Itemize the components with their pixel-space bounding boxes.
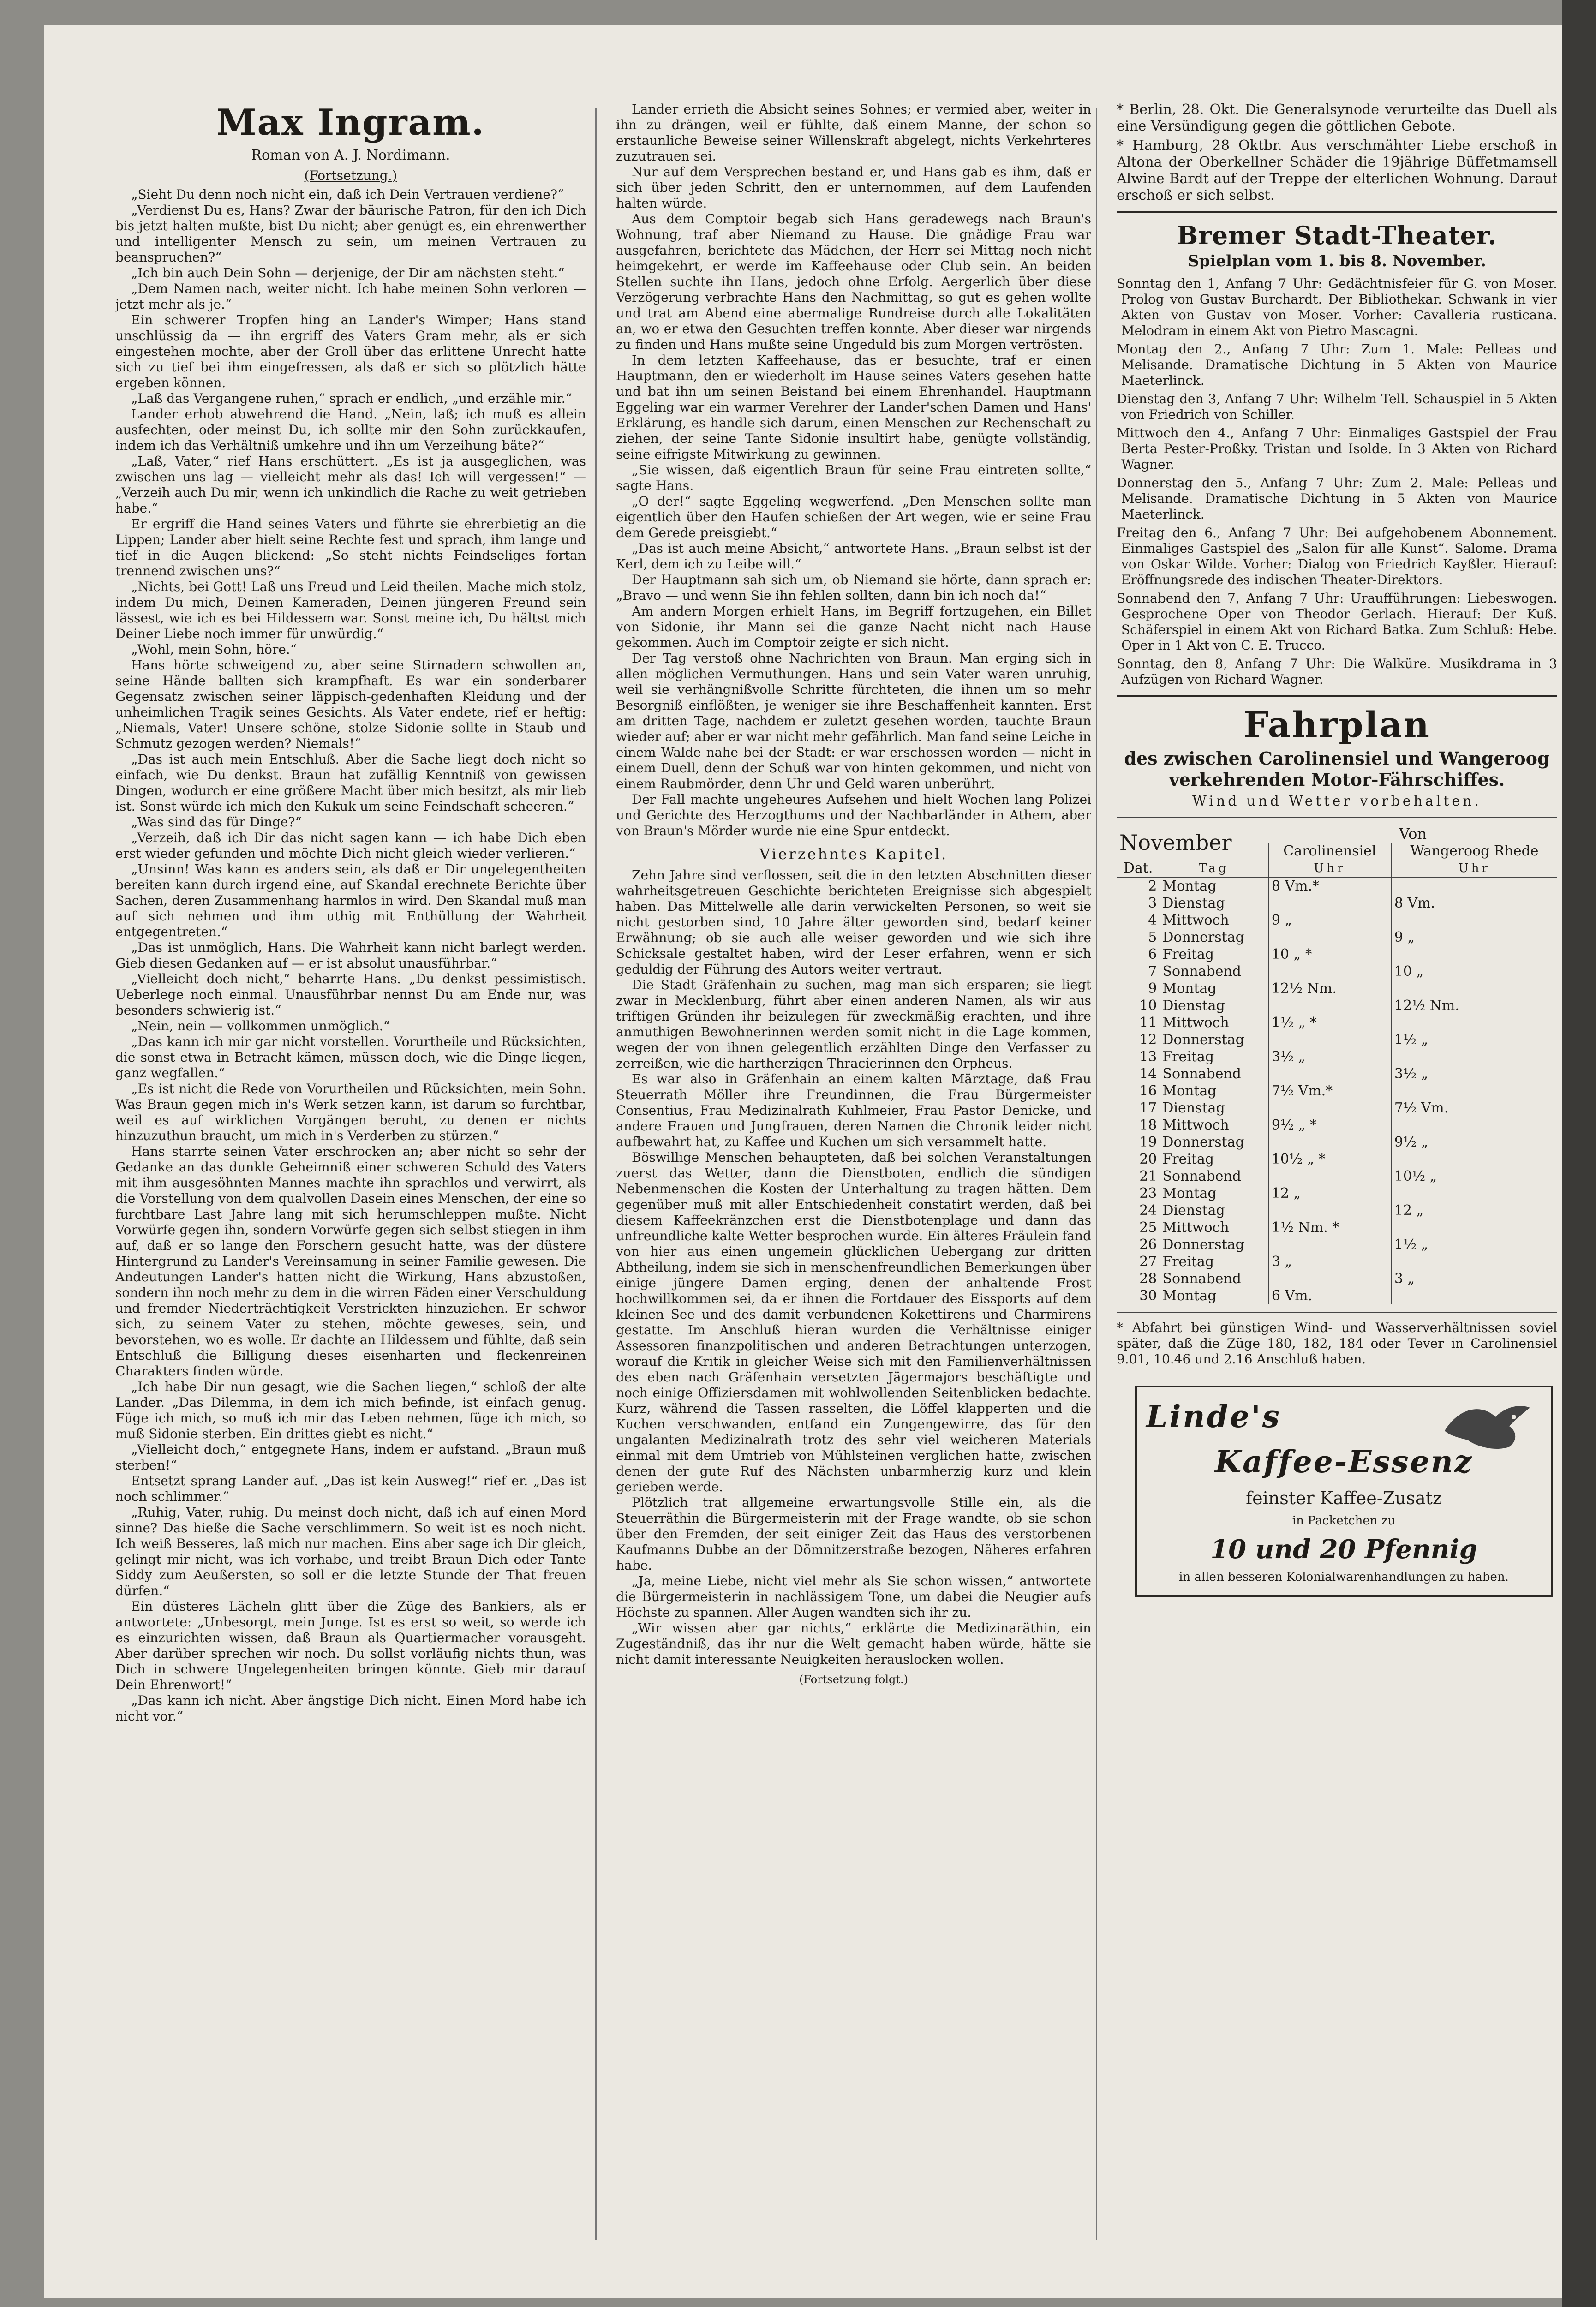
paragraph: „Dem Namen nach, weiter nicht. Ich habe meinen Sohn verloren — jetzt mehr als je.“ [115,281,586,312]
paragraph: „Was sind das für Dinge?“ [131,814,302,830]
day-cell: Freitag [1162,1254,1214,1270]
wangeroog-time [1391,1185,1557,1202]
day-cell: Montag [1162,1083,1217,1099]
carolinensiel-time: 12 „ [1268,1185,1391,1202]
col-date: Dat. [1117,860,1160,877]
wangeroog-time: 8 Vm. [1391,895,1557,912]
paragraph: „Nein, nein — vollkommen unmöglich.“ [131,1018,390,1034]
day-cell: Mittwoch [1162,1219,1229,1236]
stores-text: in allen besseren Kolonialwarenhandlungen zu haben. [1179,1570,1509,1584]
column-rule-1 [595,108,597,2240]
day-cell: Freitag [1162,946,1214,962]
carolinensiel-time: 1½ „ * [1268,1014,1391,1031]
carolinensiel-time: 12½ Nm. [1268,980,1391,997]
paragraph: „Nichts, bei Gott! Laß uns Freud und Leid theilen. Mache mich stolz, indem Du mich, Deinen Kameraden, Deinen jüngeren Freund sein lässest, wie ich es bei Hildessem war. Sonst meine ich, Du hältst mich Deiner Liebe noch immer für unwürdig.“ [115,579,586,641]
story-subtitle: Roman von A. J. Nordimann. [251,147,450,163]
wangeroog-time [1391,1082,1557,1100]
theater-entry: Mittwoch den 4., Anfang 7 Uhr: Einmaliges Gastspiel der Frau Berta Pester-Proßky. Tristan und Isolde. In 3 Akten von Richard Wagner. [1117,425,1557,472]
paragraph: „Verdienst Du es, Hans? Zwar der bäurische Patron, für den ich Dich bis jetzt halten mußte, bist Du nicht; aber genügt es, ein ehrenwerther und intelligenter Mensch zu sein, um meinen Vertrauen zu beanspruchen?“ [115,203,586,265]
date-cell: 4 [1148,912,1157,928]
date-cell: 30 [1139,1288,1157,1304]
wangeroog-time: 1½ „ [1391,1031,1557,1048]
paragraph: Der Tag verstoß ohne Nachrichten von Braun. Man erging sich in allen möglichen Vermuthungen. Hans und sein Vater waren unruhig, weil sie verhängnißvolle Schritte fürchteten, die ihnen um so mehr Besorgniß einflößten, je weniger sie ihre Beschaffenheit kannten. Erst am dritten Tage, nachdem er zuletzt gesehen worden, tauchte Braun wieder auf; aber er war nicht mehr gefährlich. Man fand seine Leiche in einem Walde nahe bei der Stadt: er war erschossen worden — nicht in einem Duell, denn der Schuß war von hinten gekommen, und nicht von einem Raubmörder, denn Uhr und Geld waren unberührt. [616,651,1091,791]
wangeroog-time [1391,1014,1557,1031]
story-title: Max Ingram. [216,102,485,143]
paragraph: Lander erhob abwehrend die Hand. „Nein, laß; ich muß es allein ausfechten, oder meinst Du, ich sollte mir den Sohn zurückkaufen, indem ich das Verhältniß umkehre und ihn um Verzeihung bäte?“ [115,406,586,453]
carolinensiel-time [1268,1270,1391,1287]
day-cell: Montag [1162,1185,1217,1201]
day-cell: Mittwoch [1162,1117,1229,1133]
story-continuation: (Fortsetzung.) [304,168,397,183]
table-row [1117,1151,1557,1168]
table-row [1117,912,1557,929]
carolinensiel-time [1268,1065,1391,1082]
carolinensiel-time: 1½ Nm. * [1268,1219,1391,1236]
port-carolinensiel: Carolinensiel [1268,843,1391,860]
paragraph: In dem letzten Kaffeehause, das er besuchte, traf er einen Hauptmann, den er wiederholt im Hause seines Vaters gesehen hatte und bat ihn um seinen Beistand bei einem Ehrenhandel. Hauptmann Eggeling war ein warmer Verehrer der Lander'schen Damen und Hans' Erklärung, es handle sich darum, einen Menschen zur Rechenschaft zu ziehen, der seine Tante Sidonie insultirt habe, genügte vollständig, seine eifrigste Mitwirkung zu gewinnen. [616,353,1091,462]
coffee-advertisement [1135,1386,1553,1597]
wangeroog-time: 3 „ [1391,1270,1557,1287]
paragraph: „Laß das Vergangene ruhen,“ sprach er endlich, „und erzähle mir.“ [131,391,572,406]
carolinensiel-time: 9 „ [1268,912,1391,929]
timetable-rows [1117,877,1557,1304]
day-cell: Freitag [1162,1049,1214,1065]
port-wangeroog: Wangeroog Rhede [1391,843,1557,860]
carolinensiel-time: 8 Vm.* [1268,877,1391,895]
paragraph: „Verzeih, daß ich Dir das nicht sagen kann — ich habe Dich eben erst wieder gefunden und möchte Dich nicht gleich wieder verlieren.“ [115,830,586,861]
paragraph: „Ja, meine Liebe, nicht viel mehr als Sie schon wissen,“ antwortete die Bürgermeisterin in nachlässigem Tone, um dabei die Neugier aufs Höchste zu spannen. Aller Augen wandten sich ihr zu. [616,1573,1091,1620]
wangeroog-time: 10 „ [1391,963,1557,980]
wangeroog-time [1391,877,1557,895]
day-cell: Donnerstag [1162,1237,1244,1253]
carolinensiel-time [1268,1100,1391,1117]
column-rule-2 [1096,108,1097,2240]
carolinensiel-time: 10 „ * [1268,946,1391,963]
table-row [1117,1065,1557,1082]
table-row [1117,980,1557,997]
date-cell: 26 [1139,1237,1157,1253]
carolinensiel-time [1268,895,1391,912]
product-tagline: feinster Kaffee-Zusatz [1246,1488,1442,1508]
wangeroog-time: 7½ Vm. [1391,1100,1557,1117]
date-cell: 19 [1139,1134,1157,1150]
date-cell: 7 [1148,963,1157,980]
paragraph: Hans starrte seinen Vater erschrocken an; aber nicht so sehr der Gedanke an das dunkle Geheimniß einer schweren Schuld des Vaters mit ihm ausgesöhnten Mannes machte ihn sprachlos und verwirrt, als die Vorstellung von dem qualvollen Dasein eines Menschen, der eine so furchtbare Last Jahre lang mit sich herumschleppen mußte. Nicht Vorwürfe gegen ihn, sondern Vorwürfe gegen sich selbst stiegen in ihm auf, daß er so lange den Forschern gesucht hatte, was der düstere Hintergrund zu Lander's Vereinsamung in seiner Familie gewesen. Die Andeutungen Lander's hatten nicht die Wirkung, Hans abzustoßen, sondern ihn noch mehr zu dem in die wirren Fäden einer Verschuldung und fremder Niederträchtigkeit Verstrickten hinzuziehen. Er schwor sich, zu seinem Vater zu stehen, möchte geweses, sein, und bevorstehen, wo es wolle. Er dachte an Hildessem und fühlte, daß sein Entschluß die Billigung dieses eisenharten und fleckenreinen Charakters finden würde. [115,1144,586,1379]
date-cell: 20 [1139,1151,1157,1167]
paragraph: „Vielleicht doch nicht,“ beharrte Hans. „Du denkst pessimistisch. Ueberlege noch einmal. Unausführbar nennst Du am Ende nur, was besonders schwierig ist.“ [115,971,586,1018]
table-row [1117,1236,1557,1253]
col-time-1: Uhr [1268,860,1391,877]
date-cell: 5 [1148,929,1157,945]
date-cell: 25 [1139,1219,1157,1236]
date-cell: 24 [1139,1202,1157,1219]
continued-note: (Fortsetzung folgt.) [799,1673,908,1686]
divider [1117,1312,1557,1313]
day-cell: Montag [1162,878,1217,894]
day-cell: Mittwoch [1162,1015,1229,1031]
paragraph: Es war also in Gräfenhain an einem kalten Märztage, daß Frau Steuerrath Möller ihre Freundinnen, die Frau Bürgermeister Consentius, Frau Medizinalrath Kuhlmeier, Frau Pastor Denicke, und andere Frauen und Jungfrauen, deren Namen die Chronik leider nicht aufbewahrt hat, zu Kaffee und Kuchen um sich versammelt hatte. [616,1071,1091,1149]
theater-entry: Freitag den 6., Anfang 7 Uhr: Bei aufgehobenem Abonnement. Einmaliges Gastspiel des „Salon für alle Kunst“. Salome. Drama von Oskar Wilde. Vorher: Dialog von Friedrich Kayßler. Hierauf: Eröffnungsrede des indischen Theater-Direktors. [1117,525,1557,587]
table-row [1117,877,1557,895]
col-day: Tag [1160,860,1268,877]
table-row [1117,1100,1557,1117]
date-cell: 12 [1139,1032,1157,1048]
paragraph: Der Fall machte ungeheures Aufsehen und hielt Wochen lang Polizei und Gerichte des Herzogthums und der Nachbarländer in Athem, aber von Braun's Mörder wurde nie eine Spur entdeckt. [616,792,1091,838]
wangeroog-time: 1½ „ [1391,1236,1557,1253]
col-time-2: Uhr [1391,860,1557,877]
table-row [1117,1185,1557,1202]
date-cell: 17 [1139,1100,1157,1116]
page-edge-shadow [1562,0,1596,2307]
paragraph: Die Stadt Gräfenhain zu suchen, mag man sich ersparen; sie liegt zwar in Mecklenburg, führt aber einen anderen Namen, als wir aus triftigen Gründen ihr beizulegen für zweckmäßig erachten, und ihre anmuthigen Bewohnerinnen werden somit nicht in die Lage kommen, wegen der von ihnen gelegentlich erzählten Dinge den Verfasser zu zerreißen, wie die hartherzigen Thracierinnen den Orpheus. [616,977,1091,1071]
wangeroog-time [1391,1287,1557,1304]
date-cell: 18 [1139,1117,1157,1133]
day-cell: Sonnabend [1162,1271,1242,1287]
from-header: Von [1399,825,1427,843]
carolinensiel-time: 6 Vm. [1268,1287,1391,1304]
news-item-berlin: * Berlin, 28. Okt. Die Generalsynode verurteilte das Duell als eine Versündigung gegen die göttlichen Gebote. [1117,102,1557,134]
right-column [1117,102,1557,2252]
table-row [1117,1014,1557,1031]
carolinensiel-time: 3½ „ [1268,1048,1391,1065]
news-item-hamburg: * Hamburg, 28 Oktbr. Aus verschmähter Liebe erschoß in Altona der Oberkellner Schäder die 19jährige Büffetmamsell Alwine Bardt auf der Treppe der elterlichen Wohnung. Darauf erschoß er sich selbst. [1117,137,1557,203]
date-cell: 6 [1148,946,1157,962]
date-cell: 11 [1139,1015,1157,1031]
paragraph: „Es ist nicht die Rede von Vorurtheilen und Rücksichten, mein Sohn. Was Braun gegen mich in's Werk setzen kann, ist darum so furchtbar, weil es auf wirklichen Vorgängen beruht, zu denen er nichts hinzuzuthun braucht, um mich in's Verderben zu stürzen.“ [115,1081,586,1143]
paragraph: „Das ist auch meine Absicht,“ antwortete Hans. „Braun selbst ist der Kerl, dem ich zu Leibe will.“ [616,541,1091,572]
product-name: Kaffee-Essenz [1214,1444,1473,1480]
wangeroog-time [1391,946,1557,963]
date-cell: 10 [1139,998,1157,1014]
carolinensiel-time: 10½ „ * [1268,1151,1391,1168]
paragraph: Entsetzt sprang Lander auf. „Das ist kein Ausweg!“ rief er. „Das ist noch schlimmer.“ [115,1473,586,1504]
theater-subtitle: Spielplan vom 1. bis 8. November. [1188,252,1486,270]
paragraph: „Sie wissen, daß eigentlich Braun für seine Frau eintreten sollte,“ sagte Hans. [616,462,1091,493]
date-cell: 14 [1139,1066,1157,1082]
paragraph: „Ich habe Dir nun gesagt, wie die Sachen liegen,“ schloß der alte Lander. „Das Dilemma, in dem ich mich befinde, ist einfach genug. Füge ich mich, so muß ich mir das Leben nehmen, füge ich mich, so muß Sidonie sterben. Ein drittes giebt es nicht.“ [115,1379,586,1441]
wangeroog-time: 9½ „ [1391,1134,1557,1151]
day-cell: Dienstag [1162,1100,1225,1116]
paragraph: „Unsinn! Was kann es anders sein, als daß er Dir ungelegentheiten bereiten kann durch irgend eine, auf Skandal erechnete Berichte über Sachen, deren Zusammenhang harmlos in wird. Den Skandal muß man auf sich nehmen und ihm uthig mit Enthüllung der Wahrheit entgegentreten.“ [115,861,586,939]
day-cell: Dienstag [1162,895,1225,911]
carolinensiel-time: 3 „ [1268,1253,1391,1270]
paragraph: Zehn Jahre sind verflossen, seit die in den letzten Abschnitten dieser wahrheitsgetreuen Geschichte berichteten Ereignisse sich abgespielt haben. Das Mittelwelle alle darin verwickelten Personen, so weit sie nicht gestorben sind, 10 Jahre älter geworden sind, bedarf keiner Erwähnung; ob sie auch alle weiser geworden und wie sich ihre Schicksale gestaltet haben, wird der Leser erfahren, wenn er sich geduldig der Führung des Autors weiter vertraut. [616,867,1091,977]
divider [1117,211,1557,213]
carolinensiel-time [1268,1031,1391,1048]
day-cell: Montag [1162,980,1217,997]
timetable-title: Fahrplan [1243,704,1430,745]
carolinensiel-time [1268,929,1391,946]
day-cell: Sonnabend [1162,1066,1242,1082]
theater-entry: Donnerstag den 5., Anfang 7 Uhr: Zum 2. Male: Pelleas und Melisande. Dramatische Dichtung in 5 Akten von Maurice Maeterlinck. [1117,475,1557,522]
paragraph: Ein schwerer Tropfen hing an Lander's Wimper; Hans stand unschlüssig da — ihn ergriff des Vaters Gram mehr, als er sich eingestehen mochte, aber der Groll über das erlittene Unrecht hatte sich zu tief bei ihm eingefressen, als daß er sich so plötzlich hätte ergeben können. [115,312,586,390]
carolinensiel-time [1268,963,1391,980]
day-cell: Dienstag [1162,998,1225,1014]
paragraph: „Das ist auch mein Entschluß. Aber die Sache liegt doch nicht so einfach, wie Du denkst. Braun hat zufällig Kenntniß von gewissen Dingen, wodurch er eine größere Macht über mich besitzt, als mir lieb ist. Sonst würde ich mich den Kukuk um seine Feindschaft scheeren.“ [115,752,586,814]
paragraph: Am andern Morgen erhielt Hans, im Begriff fortzugehen, ein Billet von Sidonie, ihr Mann sei die ganze Nacht nicht nach Hause gekommen. Auch im Comptoir zeigte er sich nicht. [616,604,1091,650]
story-text-1 [115,187,586,1724]
theater-entry: Dienstag den 3, Anfang 7 Uhr: Wilhelm Tell. Schauspiel in 5 Akten von Friedrich von Schiller. [1117,391,1557,422]
paragraph: Plötzlich trat allgemeine erwartungsvolle Stille ein, als die Steuerräthin die Bürgermeisterin mit der Frage wandte, ob sie schon über den Fremden, der seit einiger Zeit das Haus des verstorbenen Kaufmanns Dubbe an der Dömnitzerstraße bezogen, Näheres erfahren habe. [616,1495,1091,1573]
day-cell: Dienstag [1162,1202,1225,1219]
day-cell: Freitag [1162,1151,1214,1167]
date-cell: 21 [1139,1168,1157,1184]
carolinensiel-time [1268,1134,1391,1151]
paragraph: Aus dem Comptoir begab sich Hans geradewegs nach Braun's Wohnung, traf aber Niemand zu Hause. Die gnädige Frau war ausgefahren, berichtete das Mädchen, der Herr sei Mittag noch nicht heimgekehrt, er werde im Kaffeehause oder Club sein. An beiden Stellen suchte ihn Hans, jedoch ohne Erfolg. Aergerlich über diese Verzögerung verbrachte Hans den Nachmittag, so gut es gehen wollte und trat am Abend eine abermalige Rundreise durch alle Lokalitäten an, wo er etwa den Gesuchten treffen konnte. Aber dieser war nirgends zu finden und Hans mußte seine Ungeduld bis zum Morgen vertrösten. [616,211,1091,352]
paragraph: Der Hauptmann sah sich um, ob Niemand sie hörte, dann sprach er: „Bravo — und wenn Sie ihn fehlen sollten, dann bin ich noch da!“ [616,572,1091,603]
day-cell: Sonnabend [1162,963,1242,980]
theater-entry: Sonnabend den 7, Anfang 7 Uhr: Uraufführungen: Liebeswogen. Gesprochene Oper von Theodor Gerlach. Hierauf: Der Kuß. Schäferspiel in einem Akt von Richard Batka. Zum Schluß: Hebe. Oper in 1 Akt von C. E. Trucco. [1117,591,1557,653]
wangeroog-time: 10½ „ [1391,1168,1557,1185]
brand-name: Linde's [1146,1399,1281,1434]
wangeroog-time [1391,1253,1557,1270]
paragraph: „O der!“ sagte Eggeling wegwerfend. „Den Menschen sollte man eigentlich über den Haufen schießen der Art wegen, wie er seine Frau dem Gerede preisgiebt.“ [616,494,1091,540]
bird-logo-icon [1440,1399,1532,1454]
timetable-subtitle-2: verkehrenden Motor-Fährschiffes. [1169,769,1505,790]
theater-entry: Montag den 2., Anfang 7 Uhr: Zum 1. Male: Pelleas und Melisande. Dramatische Dichtung in 5 Akten von Maurice Maeterlinck. [1117,341,1557,388]
divider [1117,695,1557,697]
paragraph: Lander errieth die Absicht seines Sohnes; er vermied aber, weiter in ihn zu drängen, weil er fühlte, daß einem Manne, der schon so erstaunliche Beweise seiner Willenskraft abgelegt, nichts Verkehrteres zuzutrauen sei. [616,102,1091,164]
wangeroog-time: 3½ „ [1391,1065,1557,1082]
table-row [1117,1134,1557,1151]
table-row [1117,1168,1557,1185]
paragraph: „Laß, Vater,“ rief Hans erschüttert. „Es ist ja ausgeglichen, was zwischen uns lag — vielleicht mehr als das! Ich will vergessen!“ — „Verzeih auch Du mir, wenn ich unkindlich die Rache zu weit getrieben habe.“ [115,454,586,516]
paragraph: „Wohl, mein Sohn, höre.“ [131,642,297,657]
day-cell: Sonnabend [1162,1168,1242,1184]
paragraph: „Ruhig, Vater, ruhig. Du meinst doch nicht, daß ich auf einen Mord sinne? Das hieße die Sache verschlimmern. So weit ist es noch nicht. Ich weiß Besseres, laß mich nur machen. Eins aber sage ich Dir gleich, gelingt mir nicht, was ich vorhabe, und treibt Braun Dich oder Tante Siddy zum Aeußersten, so soll er die letzte Stunde der That freuen dürfen.“ [115,1505,586,1598]
date-cell: 27 [1139,1254,1157,1270]
packets-text: in Packetchen zu [1292,1514,1396,1528]
carolinensiel-time [1268,1202,1391,1219]
carolinensiel-time [1268,1168,1391,1185]
table-row [1117,1253,1557,1270]
paragraph: Böswillige Menschen behaupteten, daß bei solchen Veranstaltungen zuerst das Wetter, dann die Dienstboten, endlich die sündigen Nebenmenschen die Kosten der Unterhaltung zu tragen hätten. Dem gegenüber muß mit aller Entschiedenheit constatirt werden, daß bei diesem Kaffeekränzchen erst die Dienstbotenplage und dann das unfreundliche kalte Wetter besprochen wurde. Ein älteres Fräulein fand von hier aus einen ungemein glücklichen Uebergang zur dritten Abtheilung, indem sie sich in menschenfreundlichen Bemerkungen über einige jüngere Damen erging, denen der anhaltende Frost hochwillkommen sei, da er ihnen die Fortdauer des Eissports auf dem kleinen See und des damit verbundenen Kokettirens und Charmirens gestatte. Im Anschluß hieran wurden die Verhältnisse einiger Assessoren finanzpolitischen und anderen Betrachtungen unterzogen, worauf die Kritik in gleicher Weise sich mit den Familienverhältnissen des eben nach Gräfenhain versetzten Jägermajors beschäftigte und noch einige Offiziersdamen mit wohlwollenden Seitenblicken bedachte. Kurz, während die Tassen rasselten, die Löffel klapperten und die Kuchen verschwanden, entfand ein Zungengewirre, das für den ungalanten Medizinalrath trotz des sehr viel weicheren Materials einmal mit dem Umtrieb von Mühlsteinen verglichen hatte, zwischen denen der gute Ruf des Nächsten unbarmherzig kurz und klein gerieben werde. [616,1150,1091,1494]
divider [1117,817,1557,818]
paragraph: „Wir wissen aber gar nichts,“ erklärte die Medizinaräthin, ein Zugeständniß, das ihr nur die Welt gemacht haben würde, hätte sie nicht damit interessante Neuigkeiten herauslocken wollen. [616,1620,1091,1667]
table-row [1117,1202,1557,1219]
date-cell: 28 [1139,1271,1157,1287]
paragraph: Ein düsteres Lächeln glitt über die Züge des Bankiers, als er antwortete: „Unbesorgt, mein Junge. Ist es erst so weit, so werde ich es einzurichten wissen, daß Braun als Quartiermacher vorausgeht. Aber darüber sprechen wir noch. Du sollst vorläufig nichts thun, was Dich in schwere Ungelegenheiten bringen könnte. Gieb mir darauf Dein Ehrenwort!“ [115,1599,586,1692]
day-cell: Donnerstag [1162,1032,1244,1048]
wangeroog-time [1391,1048,1557,1065]
timetable-subtitle-1: des zwischen Carolinensiel und Wangeroog [1124,748,1550,769]
table-row [1117,1219,1557,1236]
paragraph: „Das kann ich mir gar nicht vorstellen. Vorurtheile und Rücksichten, die sonst etwa in Betracht kämen, müssen doch, wie die Dinge liegen, ganz wegfallen.“ [115,1034,586,1081]
theater-entry: Sonntag, den 8, Anfang 7 Uhr: Die Walküre. Musikdrama in 3 Aufzügen von Richard Wagner. [1117,656,1557,687]
date-cell: 13 [1139,1049,1157,1065]
table-row [1117,1270,1557,1287]
paragraph: „Ich bin auch Dein Sohn — derjenige, der Dir am nächsten steht.“ [131,265,565,281]
day-cell: Donnerstag [1162,929,1244,945]
wangeroog-time [1391,1117,1557,1134]
table-row [1117,1031,1557,1048]
carolinensiel-time [1268,997,1391,1014]
story-text-2b [616,867,1091,1667]
wangeroog-time: 12½ Nm. [1391,997,1557,1014]
paragraph: Er ergriff die Hand seines Vaters und führte sie ehrerbietig an die Lippen; Lander aber hielt seine Rechte fest und sprach, ihm lange und tief in die Augen blickend: „So steht nichts Feindseliges fortan trennend zwischen uns?“ [115,516,586,579]
day-cell: Donnerstag [1162,1134,1244,1150]
table-row [1117,997,1557,1014]
paragraph: Hans hörte schweigend zu, aber seine Stirnadern schwollen an, seine Hände ballten sich krampfhaft. Es war ein sonderbarer Gegensatz zwischen seiner läppisch-gedenhaften Kleidung und der unheimlichen Tragik seines Gesichts. Als Vater endete, rief er heftig: „Niemals, Vater! Unsere schöne, stolze Sidonie sollte in Staub und Schmutz gezogen werden? Niemals!“ [115,657,586,751]
story-column-1 [115,102,586,2252]
day-cell: Montag [1162,1288,1217,1304]
story-text-2a [616,102,1091,839]
table-row [1117,946,1557,963]
carolinensiel-time [1268,1236,1391,1253]
theater-schedule [1117,276,1557,687]
paragraph: Nur auf dem Versprechen bestand er, und Hans gab es ihm, daß er sich über jeden Schritt, den er unternommen, auf dem Laufenden halten würde. [616,164,1091,211]
table-row [1117,1287,1557,1304]
ferry-timetable [1117,825,1557,1304]
carolinensiel-time: 9½ „ * [1268,1117,1391,1134]
paragraph: „Das kann ich nicht. Aber ängstige Dich nicht. Einen Mord habe ich nicht vor.“ [115,1693,586,1724]
wangeroog-time [1391,912,1557,929]
table-row [1117,895,1557,912]
chapter-heading: Vierzehntes Kapitel. [759,845,948,863]
price-text: 10 und 20 Pfennig [1210,1534,1477,1565]
date-cell: 16 [1139,1083,1157,1099]
paragraph: „Vielleicht doch,“ entgegnete Hans, indem er aufstand. „Braun muß sterben!“ [115,1442,586,1473]
carolinensiel-time: 7½ Vm.* [1268,1082,1391,1100]
theater-title: Bremer Stadt-Theater. [1177,221,1497,250]
date-cell: 9 [1148,980,1157,997]
wangeroog-time: 9 „ [1391,929,1557,946]
story-column-2 [616,102,1091,2252]
paragraph: „Sieht Du denn noch nicht ein, daß ich Dein Vertrauen verdiene?“ [131,187,564,202]
table-row [1117,1048,1557,1065]
table-row [1117,963,1557,980]
table-row [1117,1117,1557,1134]
date-cell: 23 [1139,1185,1157,1201]
wangeroog-time [1391,1219,1557,1236]
paragraph: „Das ist unmöglich, Hans. Die Wahrheit kann nicht barlegt werden. Gieb diesen Gedanken auf — er ist absolut unausführbar.“ [115,940,586,971]
wangeroog-time [1391,980,1557,997]
table-row [1117,929,1557,946]
wangeroog-time [1391,1151,1557,1168]
theater-entry: Sonntag den 1, Anfang 7 Uhr: Gedächtnisfeier für G. von Moser. Prolog von Gustav Burchardt. Der Bibliothekar. Schwank in vier Akten von Gustav von Moser. Vorher: Cavalleria rusticana. Melodram in einem Akt von Pietro Mascagni. [1117,276,1557,338]
table-row [1117,1082,1557,1100]
timetable-footnote: * Abfahrt bei günstigen Wind- und Wasserverhältnissen soviel später, daß die Züge 180, 182, 184 oder Tever in Carolinensiel 9.01, 10.46 und 2.16 Anschluß haben. [1117,1320,1557,1367]
day-cell: Mittwoch [1162,912,1229,928]
month-header: November [1119,830,1232,855]
wangeroog-time: 12 „ [1391,1202,1557,1219]
timetable-note: Wind und Wetter vorbehalten. [1192,793,1482,809]
date-cell: 3 [1148,895,1157,911]
date-cell: 2 [1148,878,1157,894]
